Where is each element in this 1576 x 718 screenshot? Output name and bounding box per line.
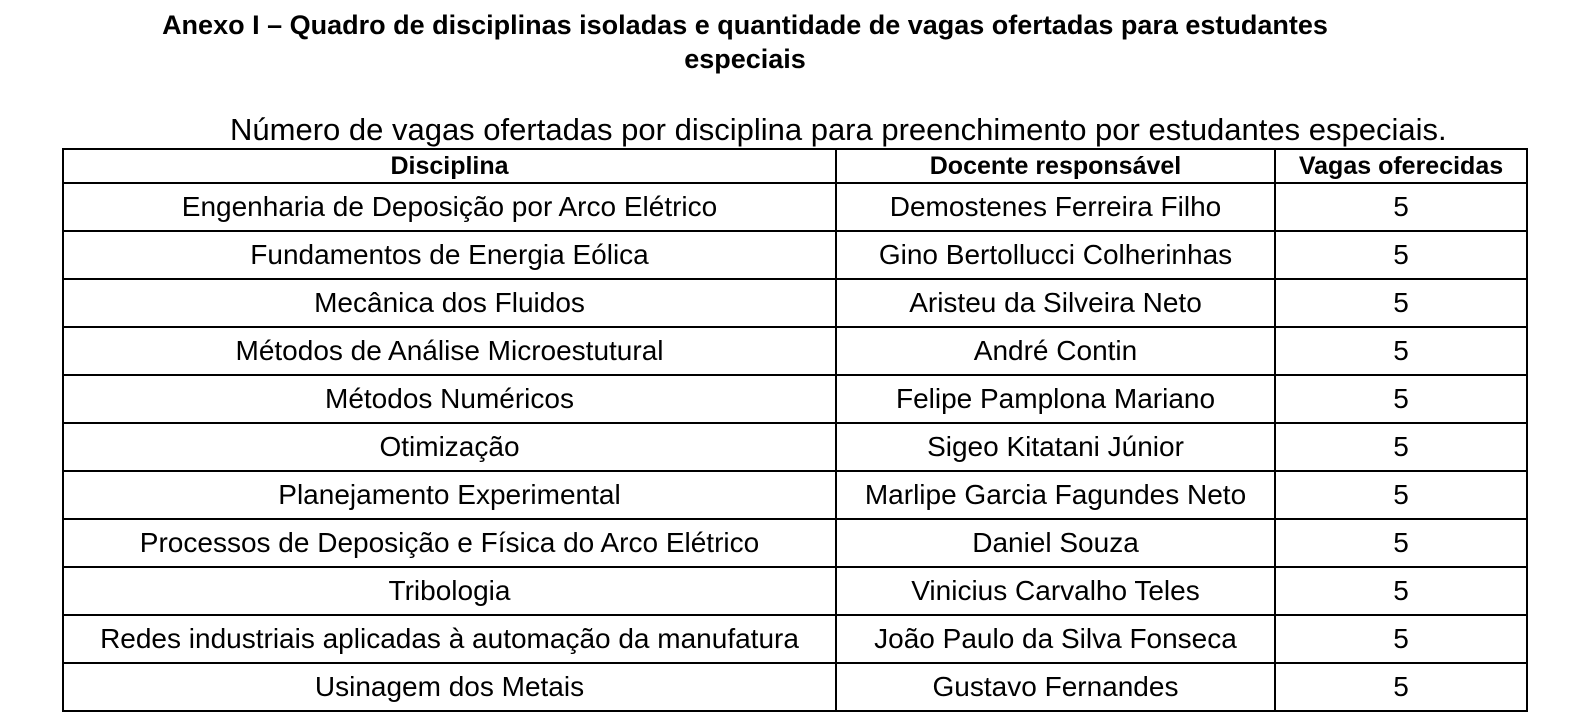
cell-professor: Felipe Pamplona Mariano [836,375,1275,423]
cell-vacancies: 5 [1275,471,1527,519]
cell-vacancies: 5 [1275,327,1527,375]
table-row [63,567,1527,615]
table-row [63,279,1527,327]
cell-professor: Gustavo Fernandes [836,663,1275,711]
table-header-row [63,149,1527,183]
cell-discipline: Processos de Deposição e Física do Arco Elétrico [63,519,836,567]
table-row [63,519,1527,567]
cell-vacancies: 5 [1275,231,1527,279]
cell-vacancies: 5 [1275,519,1527,567]
cell-vacancies: 5 [1275,615,1527,663]
table-row [63,471,1527,519]
cell-professor: Marlipe Garcia Fagundes Neto [836,471,1275,519]
cell-vacancies: 5 [1275,279,1527,327]
cell-discipline: Tribologia [63,567,836,615]
cell-professor: Aristeu da Silveira Neto [836,279,1275,327]
cell-discipline: Engenharia de Deposição por Arco Elétrico [63,183,836,231]
cell-vacancies: 5 [1275,375,1527,423]
vacancies-table [62,148,1528,712]
table-row [63,327,1527,375]
cell-professor: Vinicius Carvalho Teles [836,567,1275,615]
cell-discipline: Redes industriais aplicadas à automação da manufatura [63,615,836,663]
cell-vacancies: 5 [1275,567,1527,615]
cell-discipline: Planejamento Experimental [63,471,836,519]
cell-discipline: Otimização [63,423,836,471]
cell-discipline: Fundamentos de Energia Eólica [63,231,836,279]
cell-professor: Daniel Souza [836,519,1275,567]
cell-professor: João Paulo da Silva Fonseca [836,615,1275,663]
cell-discipline: Métodos Numéricos [63,375,836,423]
table-row [63,183,1527,231]
table-row [63,375,1527,423]
header-professor: Docente responsável [836,149,1275,183]
header-vacancies: Vagas oferecidas [1275,149,1527,183]
cell-professor: Demostenes Ferreira Filho [836,183,1275,231]
cell-discipline: Métodos de Análise Microestutural [63,327,836,375]
cell-vacancies: 5 [1275,663,1527,711]
cell-vacancies: 5 [1275,183,1527,231]
table-row [63,231,1527,279]
header-discipline: Disciplina [63,149,836,183]
cell-professor: Sigeo Kitatani Júnior [836,423,1275,471]
cell-professor: André Contin [836,327,1275,375]
cell-discipline: Usinagem dos Metais [63,663,836,711]
document-title [0,8,1490,76]
cell-professor: Gino Bertollucci Colherinhas [836,231,1275,279]
table-row [63,423,1527,471]
table-row [63,663,1527,711]
table-caption: Número de vagas ofertadas por disciplina para preenchimento por estudantes especiais. [230,112,1447,147]
document-title-line-2: especiais [684,44,806,74]
cell-discipline: Mecânica dos Fluidos [63,279,836,327]
document-title-line-1: Anexo I – Quadro de disciplinas isoladas e quantidade de vagas ofertadas para estudantes [162,10,1328,40]
table-row [63,615,1527,663]
cell-vacancies: 5 [1275,423,1527,471]
